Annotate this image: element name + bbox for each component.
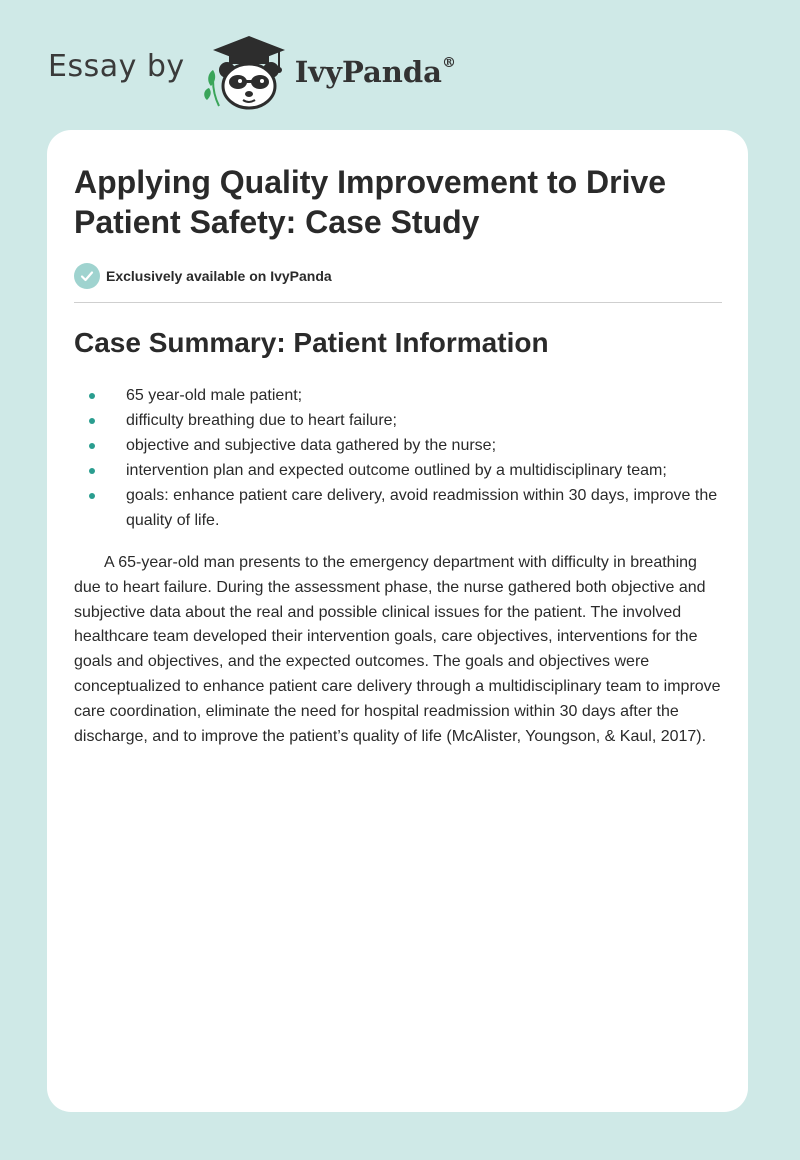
essay-by-label: Essay by xyxy=(48,48,185,84)
list-item-text: difficulty breathing due to heart failure; xyxy=(126,412,397,429)
list-item-text: intervention plan and expected outcome outlined by a multidisciplinary team; xyxy=(126,462,667,479)
registered-mark: ® xyxy=(441,55,456,72)
brand-name[interactable] xyxy=(295,55,456,89)
bullet-dot-icon xyxy=(89,418,95,424)
list-item-text: 65 year-old male patient; xyxy=(126,387,303,404)
checkmark-icon xyxy=(74,263,100,289)
exclusive-text: Exclusively available on IvyPanda xyxy=(106,268,332,284)
body-paragraph: A 65-year-old man presents to the emergency department with difficulty in breathing due to heart failure. During the assessment phase, the nurse gathered both objective and subjective data about the real and possible clinical issues for the patient. The involved healthcare team developed their intervention goals, care objectives, interventions for the goals and objectives, and the expected outcomes. The goals and objectives were conceptualized to enhance patient care delivery through a multidisciplinary team to improve care coordination, eliminate the need for hospital readmission within 30 days after the discharge, and to improve the patient’s quality of life (McAlister, Youngson, & Kaul, 2017). xyxy=(74,554,721,745)
bullet-dot-icon xyxy=(89,443,95,449)
list-item xyxy=(74,433,724,458)
section-heading: Case Summary: Patient Information xyxy=(74,327,549,358)
exclusive-badge xyxy=(74,263,332,289)
divider xyxy=(74,302,722,303)
bullet-dot-icon xyxy=(89,393,95,399)
essay-card xyxy=(47,130,748,1112)
essay-title: Applying Quality Improvement to Drive Patient Safety: Case Study xyxy=(74,164,667,240)
list-item-text: objective and subjective data gathered by the nurse; xyxy=(126,437,497,454)
panda-logo-icon[interactable] xyxy=(199,30,291,110)
summary-list xyxy=(74,383,724,533)
list-item xyxy=(74,408,724,433)
list-item-text: goals: enhance patient care delivery, avoid readmission within 30 days, improve the quality of life. xyxy=(126,487,718,529)
bullet-dot-icon xyxy=(89,468,95,474)
list-item xyxy=(74,458,724,483)
site-header xyxy=(48,30,456,110)
bullet-dot-icon xyxy=(89,493,95,499)
brand-label: IvyPanda xyxy=(294,55,442,89)
list-item xyxy=(74,383,724,408)
list-item xyxy=(74,483,724,533)
